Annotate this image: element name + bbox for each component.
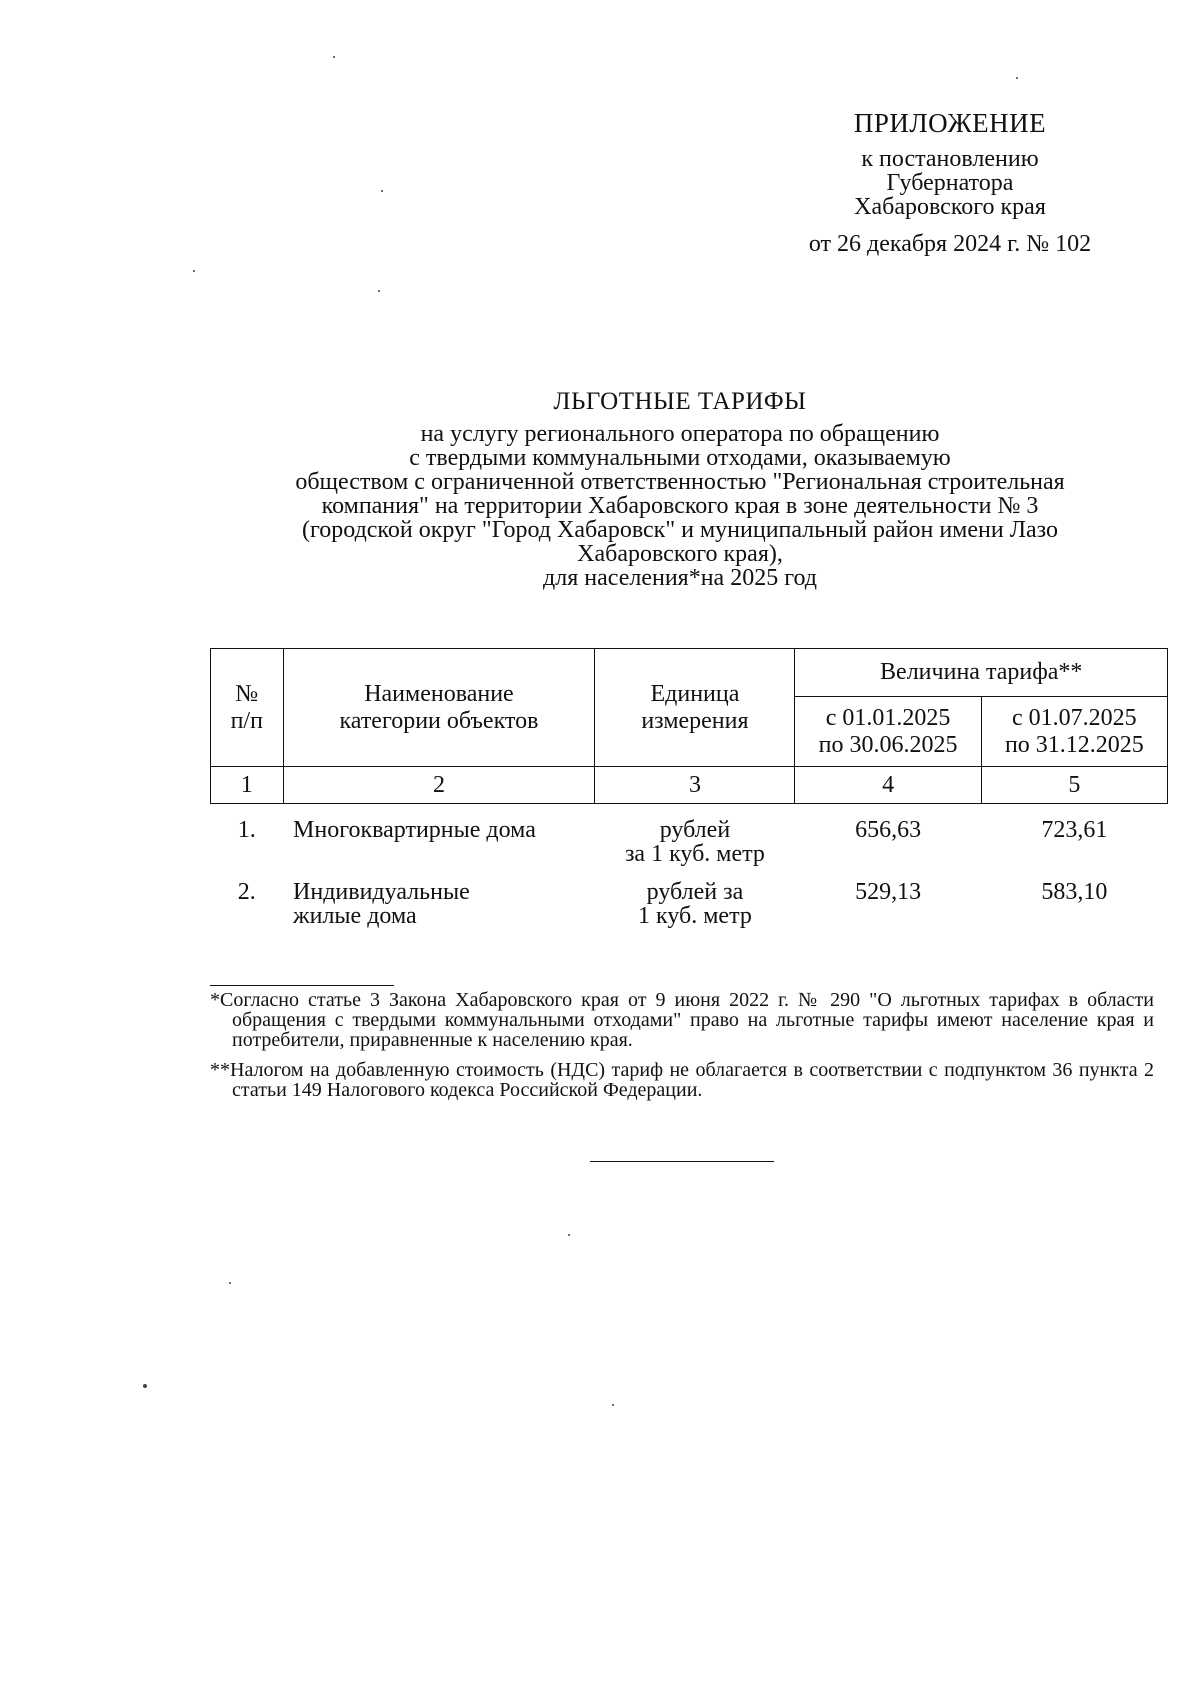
footnote-separator xyxy=(210,985,394,986)
row-name: Индивидуальные жилые дома xyxy=(293,879,470,929)
appendix-date: от 26 декабря 2024 г. № 102 xyxy=(808,231,1092,257)
column-number-row xyxy=(211,767,1168,804)
heading-line: (городской округ "Город Хабаровск" и муниципальный район имени Лазо xyxy=(302,517,1058,543)
column-number: 5 xyxy=(981,767,1167,804)
appendix-line-1: к постановлению xyxy=(861,146,1039,172)
appendix-title: ПРИЛОЖЕНИЕ xyxy=(853,108,1047,138)
row-value-1: 656,63 xyxy=(855,817,922,843)
appendix-line-3: Хабаровского края xyxy=(854,194,1046,220)
footnote-1: *Согласно статье 3 Закона Хабаровского края от 9 июня 2022 г. № 290 "О льготных тарифах в области обращения с твердыми коммунальными отходами" право на льготные тарифы имеют население края и потребители, приравненные к населению края. xyxy=(210,989,1154,1051)
heading-line: для населения*на 2025 год xyxy=(543,565,817,591)
header-unit: Единица измерения xyxy=(595,649,795,767)
row-unit: рублей за 1 куб. метр xyxy=(624,817,765,867)
scan-speck xyxy=(612,1404,614,1406)
end-separator xyxy=(590,1161,774,1162)
scan-speck xyxy=(333,56,335,58)
header-period-1: с 01.01.2025 по 30.06.2025 xyxy=(795,697,981,767)
row-num: 2. xyxy=(237,879,256,905)
header-period-2: с 01.07.2025 по 31.12.2025 xyxy=(981,697,1167,767)
footnotes xyxy=(210,990,1154,1110)
heading-line: с твердыми коммунальными отходами, оказываемую xyxy=(409,445,951,471)
heading-line: обществом с ограниченной ответственностью "Региональная строительная xyxy=(295,469,1065,495)
appendix-line-2: Губернатора xyxy=(886,170,1014,196)
row-num: 1. xyxy=(237,817,256,843)
heading-line: Хабаровского края), xyxy=(577,541,783,567)
column-number: 4 xyxy=(795,767,981,804)
tariff-table xyxy=(210,648,1168,928)
header-name: Наименование категории объектов xyxy=(283,649,595,767)
row-value-1: 529,13 xyxy=(855,879,922,905)
row-value-2: 723,61 xyxy=(1041,817,1108,843)
column-number: 1 xyxy=(211,767,284,804)
scan-speck xyxy=(381,190,383,192)
row-value-2: 583,10 xyxy=(1041,879,1108,905)
footnote-2: **Налогом на добавленную стоимость (НДС) тариф не облагается в соответствии с подпунктом 36 пункта 2 статьи 149 Налогового кодекса Российской Федерации. xyxy=(210,1059,1154,1101)
scan-speck xyxy=(568,1234,570,1236)
column-number: 2 xyxy=(283,767,595,804)
scan-speck xyxy=(1016,77,1018,79)
appendix-block xyxy=(760,108,1140,258)
heading-line: компания" на территории Хабаровского края в зоне деятельности № 3 xyxy=(321,493,1039,519)
header-tariff: Величина тарифа** xyxy=(795,649,1168,697)
row-name: Многоквартирные дома xyxy=(293,817,536,843)
row-unit: рублей за 1 куб. метр xyxy=(638,879,752,929)
heading-title: ЛЬГОТНЫЕ ТАРИФЫ xyxy=(553,388,807,415)
scan-speck xyxy=(229,1282,231,1284)
table-row xyxy=(211,804,1168,867)
header-num: № п/п xyxy=(211,649,284,767)
column-number: 3 xyxy=(595,767,795,804)
scan-speck xyxy=(143,1384,147,1388)
table-header-row xyxy=(211,649,1168,697)
table-row xyxy=(211,866,1168,928)
document-heading xyxy=(200,388,1160,590)
scan-speck xyxy=(193,270,195,272)
heading-line: на услугу регионального оператора по обращению xyxy=(420,421,940,447)
scan-speck xyxy=(378,290,380,292)
